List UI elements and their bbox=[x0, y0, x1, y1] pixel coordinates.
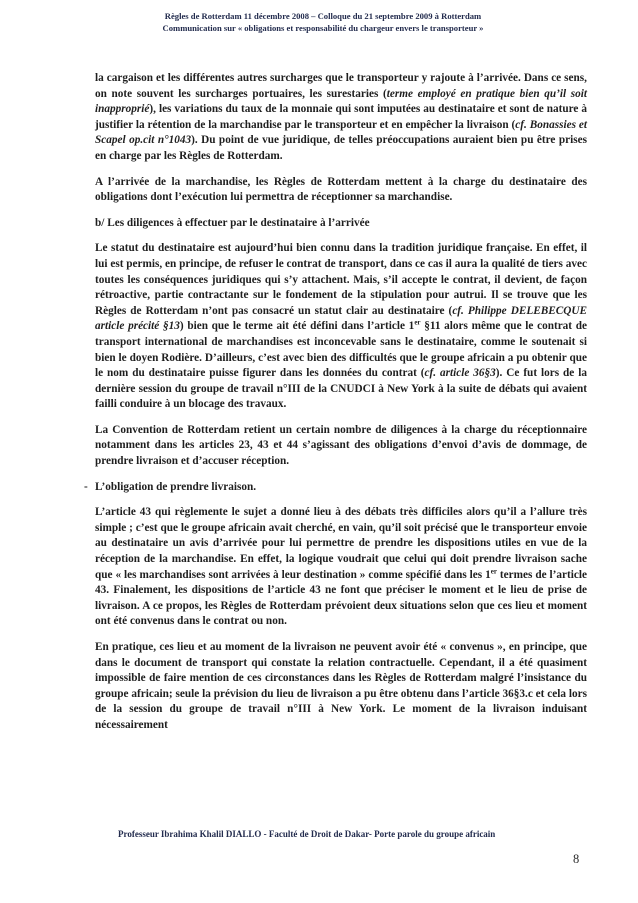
page-number: 8 bbox=[573, 852, 580, 866]
header-subtitle: Communication sur « obligations et responsabilité du chargeur envers le transporteur » bbox=[162, 23, 484, 33]
paragraph: A l’arrivée de la marchandise, les Règles de Rotterdam mettent à la charge du destinataire des obligations dont l’exécution lui permettra de réceptionner sa marchandise. bbox=[95, 175, 587, 204]
running-header bbox=[118, 10, 528, 34]
paragraph: L’article 43 qui règlemente le sujet a donné lieu à des débats très difficiles alors qu’il a l’allure très simple ; c’est que le groupe africain avait cherché, en vain, qu’il soit précisé que le transporteur envoie au destinataire un avis d’arrivée pour lui permettre de prendre les dispositions utiles en vue de la réception de la marchandise. En effet, la logique voudrait que celui qui doit prendre livraison sache que « les marchandises sont arrivées à leur destination » comme spécifié dans les 1er termes de l’article 43. Finalement, les dispositions de l’article 43 ne font que préciser le moment et le lieu de prise de livraison. A ce propos, les Règles de Rotterdam prévoient deux situations selon que ces lieu et moment ont été convenus dans le contrat ou non. bbox=[95, 506, 587, 628]
dash-bullet: - bbox=[84, 480, 88, 493]
document-body bbox=[84, 71, 588, 744]
paragraph: la cargaison et les différentes autres surcharges que le transporteur y rajoute à l’arrivée. Dans ce sens, on note souvent les surcharges portuaires, les surestaries (terme employé en pratique bien qu’il soit inapproprié), les variations du taux de la monnaie qui sont imputées au destinataire et sont de nature à justifier la rétention de la marchandise par le transporteur et en empêcher la livraison (cf. Bonassies et Scapel op.cit n°1043). Du point de vue juridique, de telles préoccupations auraient bien pu être prises en charge par les Règles de Rotterdam. bbox=[95, 72, 587, 162]
footer-author: Professeur Ibrahima Khalil DIALLO - Faculté de Droit de Dakar- Porte parole du groupe africain bbox=[118, 829, 496, 839]
section-subheading: b/ Les diligences à effectuer par le destinataire à l’arrivée bbox=[95, 216, 370, 229]
paragraph: En pratique, ces lieu et au moment de la livraison ne peuvent avoir été « convenus », en principe, que dans le document de transport qui constate la relation contractuelle. Cependant, il a été quasiment impossible de faire mention de ces circonstances dans les Règles de Rotterdam malgré l’insistance du groupe africain; seule la prévision du lieu de livraison a pu être obtenu dans l’article 36§3.c et cela lors de la session du groupe de travail n°III à New York. Le moment de la livraison induisant nécessairement bbox=[95, 641, 587, 731]
header-title: Règles de Rotterdam 11 décembre 2008 – Colloque du 21 septembre 2009 à Rotterdam bbox=[164, 11, 482, 21]
list-item-label: L’obligation de prendre livraison. bbox=[95, 480, 257, 493]
list-item bbox=[84, 480, 587, 496]
paragraph: Le statut du destinataire est aujourd’hui bien connu dans la tradition juridique française. En effet, il lui est permis, en principe, de refuser le contrat de transport, dans ce cas il aura la qualité de tiers avec toutes les conséquences juridiques qui s’y attachent. Mais, s’il accepte le contrat, il devient, de façon rétroactive, partie contractante sur le fondement de la stipulation pour autrui. Il se trouve que les Règles de Rotterdam n’ont pas consacré un statut clair au destinataire (cf. Philippe DELEBECQUE article précité §13) bien que le terme ait été défini dans l’article 1er §11 alors même que le contrat de transport international de marchandises est inconcevable sans le destinataire, comme le soutenait si bien le doyen Rodière. D’ailleurs, c’est avec bien des difficultés que le groupe africain a pu obtenir que le nom du destinataire puisse figurer dans les données du contrat (cf. article 36§3). Ce fut lors de la dernière session du groupe de travail n°III de la CNUDCI à New York à la suite de débats qui avaient failli conduire à un blocage des travaux. bbox=[95, 242, 588, 411]
paragraph: La Convention de Rotterdam retient un certain nombre de diligences à la charge du réceptionnaire notamment dans les articles 23, 43 et 44 s’agissant des obligations d’envoi d’avis de dommage, de prendre livraison et d’accuser réception. bbox=[95, 423, 587, 468]
